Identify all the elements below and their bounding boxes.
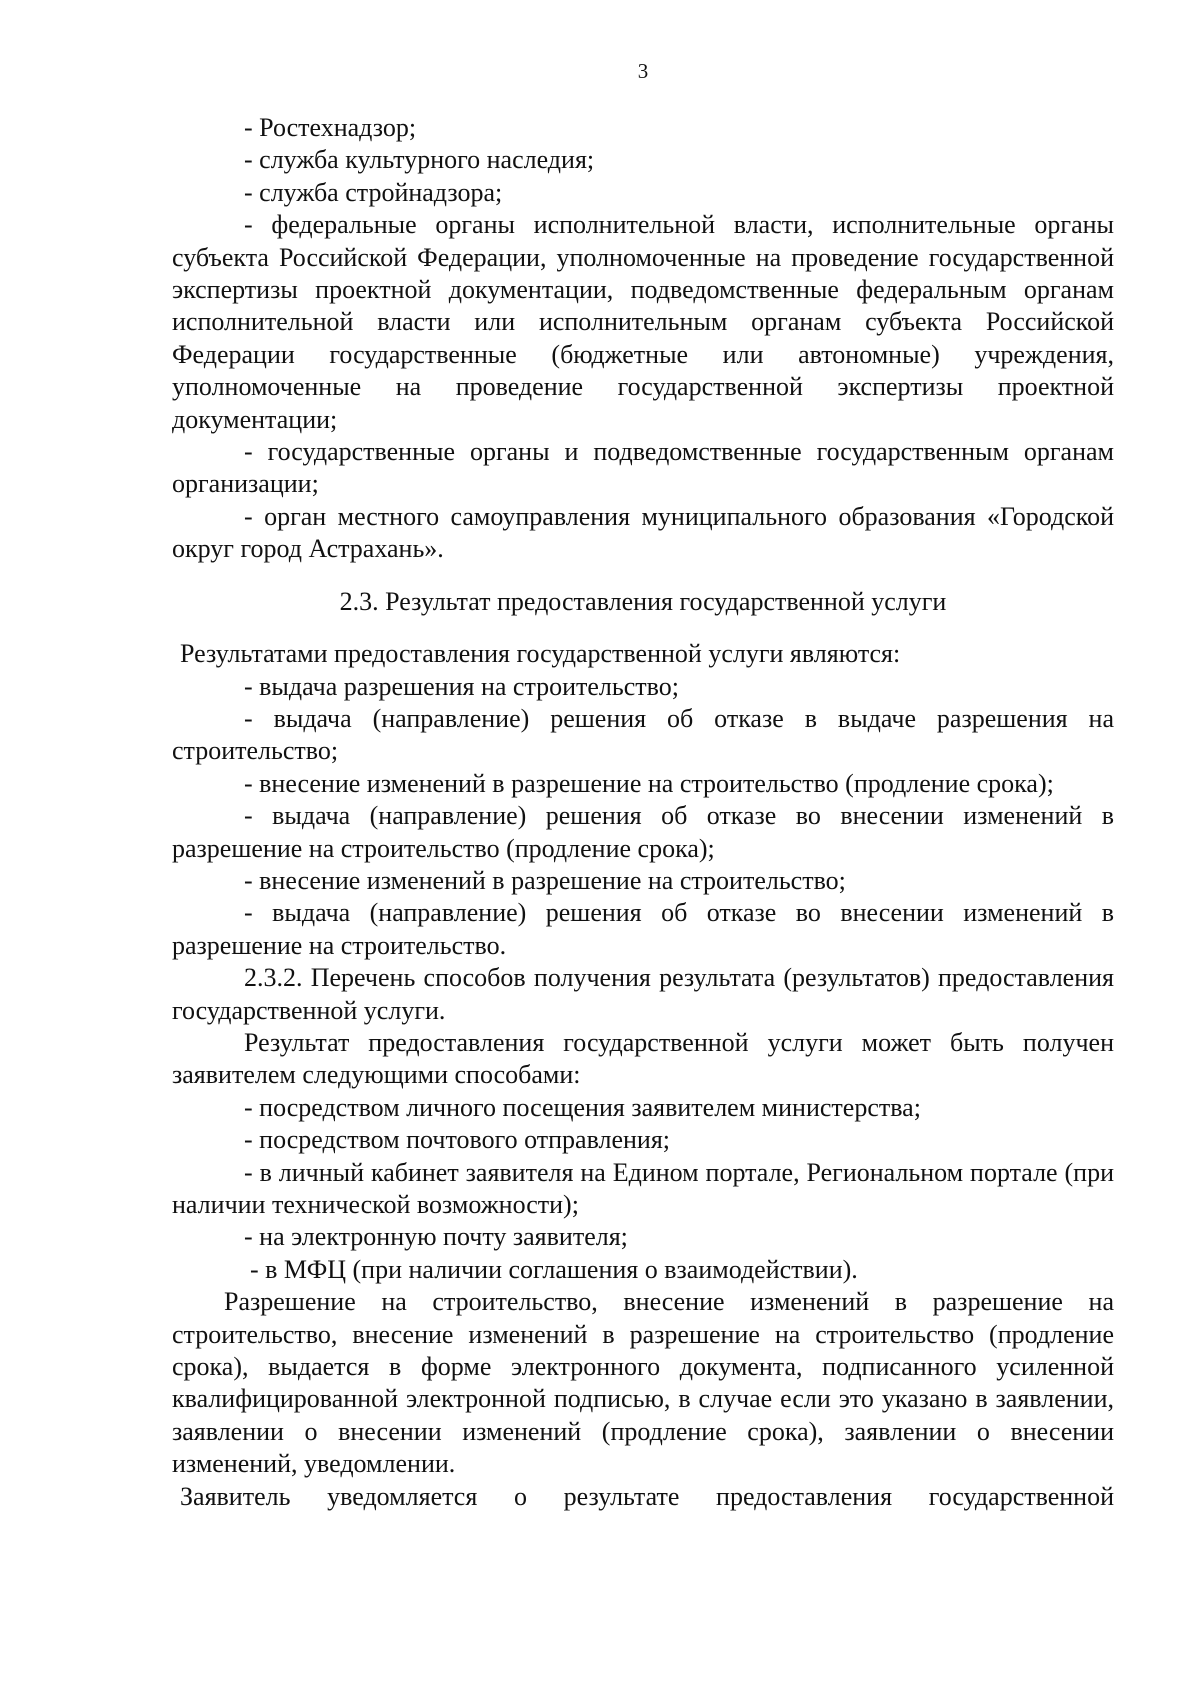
- paragraph-method-visit: - посредством личного посещения заявителем министерства;: [244, 1092, 921, 1122]
- paragraph-results-intro: Результатами предоставления государственной услуги являются:: [180, 639, 901, 669]
- section-heading: 2.3. Результат предоставления государственной услуги: [339, 586, 947, 616]
- paragraph-method-mfc: - в МФЦ (при наличии соглашения о взаимодействии).: [250, 1254, 858, 1284]
- paragraph-local-government: - орган местного самоуправления муниципального образования «Городской округ город Астрахань».: [172, 501, 1114, 564]
- paragraph-state-bodies: - государственные органы и подведомственные государственным органам организации;: [172, 437, 1114, 499]
- paragraph-method-portal: - в личный кабинет заявителя на Едином портале, Региональном портале (при наличии технической возможности);: [172, 1157, 1114, 1219]
- paragraph-result-changes-extension: - внесение изменений в разрешение на строительство (продление срока);: [244, 768, 1054, 798]
- paragraph-notification: Заявитель уведомляется о результате предоставления государственной: [180, 1481, 1114, 1511]
- paragraph-method-email: - на электронную почту заявителя;: [244, 1222, 628, 1252]
- paragraph-federal-bodies: - федеральные органы исполнительной власти, исполнительные органы субъекта Российской Федерации, уполномоченные на проведение государственной экспертизы проектной документации, подведомственные федеральным органам исполнительной власти или исполнительным органам субъекта Российской Федерации государственные (бюджетные или автономные) учреждения, уполномоченные на проведение государственной экспертизы проектной документации;: [172, 210, 1114, 434]
- paragraph-rostekhnadzor: - Ростехнадзор;: [244, 113, 417, 142]
- document-body: [172, 112, 1114, 1513]
- paragraph-method-mail: - посредством почтового отправления;: [244, 1125, 671, 1155]
- paragraph-section-2-3-2: 2.3.2. Перечень способов получения результата (результатов) предоставления государственной услуги.: [172, 963, 1114, 1025]
- paragraph-result-refusal: - выдача (направление) решения об отказе в выдаче разрешения на строительство;: [172, 703, 1114, 766]
- paragraph-result-permit: - выдача разрешения на строительство;: [244, 671, 679, 701]
- paragraph-result-refusal-changes: - выдача (направление) решения об отказе во внесении изменений в разрешение на строительство.: [172, 898, 1114, 960]
- paragraph-cultural-heritage: - служба культурного наследия;: [244, 145, 595, 175]
- paragraph-result-changes: - внесение изменений в разрешение на строительство;: [244, 865, 846, 895]
- paragraph-result-refusal-changes-extension: - выдача (направление) решения об отказе во внесении изменений в разрешение на строительство (продление срока);: [172, 801, 1114, 863]
- paragraph-electronic-document: Разрешение на строительство, внесение изменений в разрешение на строительство, внесение изменений в разрешение на строительство (продление срока), выдается в форме электронного документа, подписанного усиленной квалифицированной электронной подписью, в случае если это указано в заявлении, заявлении о внесении изменений (продление срока), заявлении о внесении изменений, уведомлении.: [172, 1287, 1114, 1479]
- page-number: 3: [637, 59, 649, 83]
- paragraph-construction-supervision: - служба стройнадзора;: [244, 177, 503, 207]
- paragraph-methods-intro: Результат предоставления государственной услуги может быть получен заявителем следующими способами:: [172, 1027, 1114, 1090]
